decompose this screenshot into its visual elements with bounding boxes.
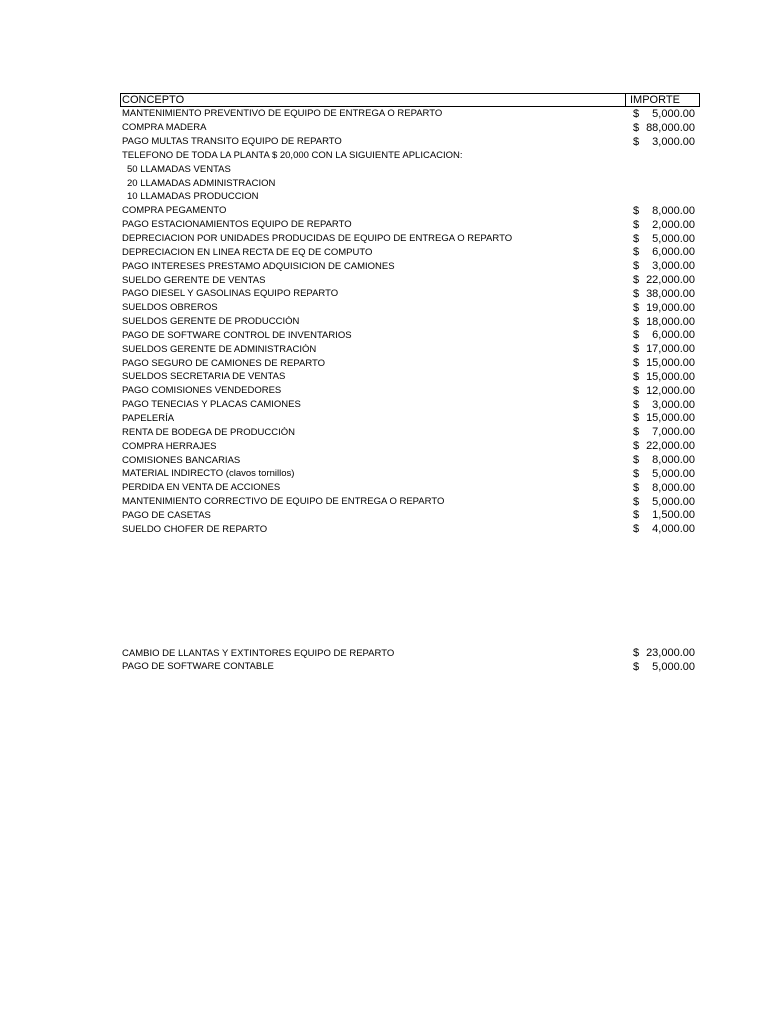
amount-value: 5,000.00 (652, 495, 695, 508)
table-row (120, 425, 700, 439)
currency-symbol: $ (633, 343, 640, 356)
amount-value: 18,000.00 (646, 315, 695, 328)
table-row (120, 190, 700, 204)
concept-cell: PAGO ESTACIONAMIENTOS EQUIPO DE REPARTO (122, 219, 352, 231)
concept-cell: SUELDOS OBREROS (122, 302, 218, 314)
table-row (120, 162, 700, 176)
amount-cell (627, 454, 700, 466)
concept-cell: PAGO COMISIONES VENDEDORES (122, 385, 282, 397)
expense-sheet (120, 93, 700, 674)
currency-symbol: $ (633, 398, 640, 411)
amount-cell (627, 496, 700, 508)
amount-value: 15,000.00 (646, 370, 695, 383)
table-row (120, 342, 700, 356)
amount-cell (627, 316, 700, 328)
currency-symbol: $ (633, 135, 640, 148)
table-row (120, 508, 700, 522)
table-row (120, 176, 700, 190)
amount-cell (627, 647, 700, 659)
amount-cell (627, 357, 700, 369)
amount-cell (627, 509, 700, 521)
amount-cell (627, 205, 700, 217)
table-row (120, 467, 700, 481)
currency-symbol: $ (633, 370, 640, 383)
concept-cell: MATERIAL INDIRECTO (clavos tornillos) (122, 468, 295, 480)
table-row (120, 646, 700, 660)
amount-cell (627, 260, 700, 272)
table-header (120, 93, 700, 107)
amount-cell (627, 329, 700, 341)
table-row (120, 453, 700, 467)
expense-rows (120, 107, 700, 536)
currency-symbol: $ (633, 467, 640, 480)
currency-symbol: $ (633, 523, 640, 536)
currency-symbol: $ (633, 274, 640, 287)
amount-cell (627, 661, 700, 673)
table-row (120, 204, 700, 218)
amount-cell (627, 233, 700, 245)
table-row (120, 384, 700, 398)
amount-value: 22,000.00 (646, 440, 695, 453)
amount-cell (627, 136, 700, 148)
amount-value: 3,000.00 (652, 135, 695, 148)
amount-value: 8,000.00 (652, 204, 695, 217)
table-row (120, 273, 700, 287)
amount-cell (627, 108, 700, 120)
amount-cell (627, 385, 700, 397)
currency-symbol: $ (633, 329, 640, 342)
concept-cell: CAMBIO DE LLANTAS Y EXTINTORES EQUIPO DE REPARTO (122, 647, 395, 659)
table-row (120, 107, 700, 121)
currency-symbol: $ (633, 246, 640, 259)
currency-symbol: $ (633, 287, 640, 300)
amount-value: 5,000.00 (652, 107, 695, 120)
currency-symbol: $ (633, 121, 640, 134)
amount-cell (627, 468, 700, 480)
amount-value: 5,000.00 (652, 467, 695, 480)
concept-cell: PAGO DE SOFTWARE CONTABLE (122, 661, 274, 673)
concept-cell: COMISIONES BANCARIAS (122, 454, 241, 466)
table-row (120, 329, 700, 343)
table-row (120, 149, 700, 163)
concept-cell: SUELDO GERENTE DE VENTAS (122, 274, 266, 286)
concept-cell: PAGO DIESEL Y GASOLINAS EQUIPO REPARTO (122, 288, 339, 300)
table-row (120, 412, 700, 426)
concept-cell: PERDIDA EN VENTA DE ACCIONES (122, 482, 281, 494)
amount-value: 2,000.00 (652, 218, 695, 231)
table-row (120, 315, 700, 329)
additional-expense-rows (120, 646, 700, 674)
currency-symbol: $ (633, 440, 640, 453)
concept-cell: RENTA DE BODEGA DE PRODUCCIÓN (122, 426, 295, 438)
amount-cell (627, 371, 700, 383)
currency-symbol: $ (633, 454, 640, 467)
currency-symbol: $ (633, 315, 640, 328)
amount-value: 3,000.00 (652, 260, 695, 273)
amount-value: 8,000.00 (652, 481, 695, 494)
amount-header: IMPORTE (630, 94, 680, 106)
currency-symbol: $ (633, 357, 640, 370)
concept-cell: DEPRECIACION EN LINEA RECTA DE EQ DE COMPUTO (122, 246, 373, 258)
amount-value: 3,000.00 (652, 398, 695, 411)
concept-cell: MANTENIMIENTO CORRECTIVO DE EQUIPO DE ENTREGA O REPARTO (122, 496, 445, 508)
amount-cell (627, 426, 700, 438)
concept-cell: 10 LLAMADAS PRODUCCION (127, 191, 259, 203)
amount-value: 1,500.00 (652, 509, 695, 522)
concept-cell: COMPRA PEGAMENTO (122, 205, 227, 217)
amount-cell (627, 219, 700, 231)
currency-symbol: $ (633, 107, 640, 120)
amount-value: 38,000.00 (646, 287, 695, 300)
amount-cell (627, 122, 700, 134)
amount-value: 15,000.00 (646, 357, 695, 370)
amount-cell (627, 302, 700, 314)
amount-value: 8,000.00 (652, 454, 695, 467)
currency-symbol: $ (633, 260, 640, 273)
table-row (120, 495, 700, 509)
table-row (120, 481, 700, 495)
amount-cell (627, 274, 700, 286)
amount-cell (627, 412, 700, 424)
concept-cell: 50 LLAMADAS VENTAS (127, 163, 231, 175)
amount-value: 88,000.00 (646, 121, 695, 134)
amount-cell (627, 288, 700, 300)
table-row (120, 660, 700, 674)
concept-header: CONCEPTO (121, 94, 626, 106)
concept-cell: TELEFONO DE TODA LA PLANTA $ 20,000 CON LA SIGUIENTE APLICACION: (122, 149, 463, 161)
table-row (120, 301, 700, 315)
currency-symbol: $ (633, 509, 640, 522)
amount-cell (627, 246, 700, 258)
table-row (120, 370, 700, 384)
currency-symbol: $ (633, 232, 640, 245)
concept-cell: SUELDO CHOFER DE REPARTO (122, 523, 268, 535)
currency-symbol: $ (633, 426, 640, 439)
amount-value: 4,000.00 (652, 523, 695, 536)
table-row (120, 135, 700, 149)
currency-symbol: $ (633, 647, 640, 660)
amount-cell (627, 523, 700, 535)
concept-cell: COMPRA HERRAJES (122, 440, 217, 452)
currency-symbol: $ (633, 301, 640, 314)
concept-cell: MANTENIMIENTO PREVENTIVO DE EQUIPO DE ENTREGA O REPARTO (122, 108, 443, 120)
currency-symbol: $ (633, 660, 640, 673)
currency-symbol: $ (633, 384, 640, 397)
concept-cell: SUELDOS SECRETARIA DE VENTAS (122, 371, 286, 383)
amount-value: 6,000.00 (652, 246, 695, 259)
table-row (120, 232, 700, 246)
concept-cell: SUELDOS GERENTE DE PRODUCCIÓN (122, 316, 300, 328)
concept-cell: PAPELERÍA (122, 412, 175, 424)
concept-cell: COMPRA MADERA (122, 122, 207, 134)
concept-cell: PAGO DE CASETAS (122, 509, 211, 521)
table-row (120, 121, 700, 135)
table-row (120, 522, 700, 536)
currency-symbol: $ (633, 412, 640, 425)
amount-value: 23,000.00 (646, 647, 695, 660)
amount-cell (627, 399, 700, 411)
table-row (120, 439, 700, 453)
concept-cell: DEPRECIACION POR UNIDADES PRODUCIDAS DE EQUIPO DE ENTREGA O REPARTO (122, 233, 513, 245)
currency-symbol: $ (633, 495, 640, 508)
amount-value: 5,000.00 (652, 660, 695, 673)
concept-cell: PAGO MULTAS TRANSITO EQUIPO DE REPARTO (122, 136, 342, 148)
table-row (120, 356, 700, 370)
amount-cell (627, 343, 700, 355)
concept-cell: 20 LLAMADAS ADMINISTRACION (127, 177, 276, 189)
amount-value: 12,000.00 (646, 384, 695, 397)
amount-value: 7,000.00 (652, 426, 695, 439)
amount-value: 22,000.00 (646, 274, 695, 287)
currency-symbol: $ (633, 218, 640, 231)
table-row (120, 398, 700, 412)
concept-cell: SUELDOS GERENTE DE ADMINISTRACIÓN (122, 343, 317, 355)
currency-symbol: $ (633, 204, 640, 217)
concept-cell: PAGO SEGURO DE CAMIONES DE REPARTO (122, 357, 326, 369)
concept-cell: PAGO DE SOFTWARE CONTROL DE INVENTARIOS (122, 329, 352, 341)
amount-cell (627, 440, 700, 452)
amount-value: 6,000.00 (652, 329, 695, 342)
blank-rows (120, 536, 700, 646)
table-row (120, 259, 700, 273)
table-row (120, 218, 700, 232)
table-row (120, 287, 700, 301)
amount-value: 19,000.00 (646, 301, 695, 314)
amount-value: 17,000.00 (646, 343, 695, 356)
concept-cell: PAGO INTERESES PRESTAMO ADQUISICION DE CAMIONES (122, 260, 395, 272)
concept-cell: PAGO TENECIAS Y PLACAS CAMIONES (122, 399, 301, 411)
amount-cell (627, 482, 700, 494)
table-row (120, 245, 700, 259)
currency-symbol: $ (633, 481, 640, 494)
amount-value: 5,000.00 (652, 232, 695, 245)
amount-value: 15,000.00 (646, 412, 695, 425)
